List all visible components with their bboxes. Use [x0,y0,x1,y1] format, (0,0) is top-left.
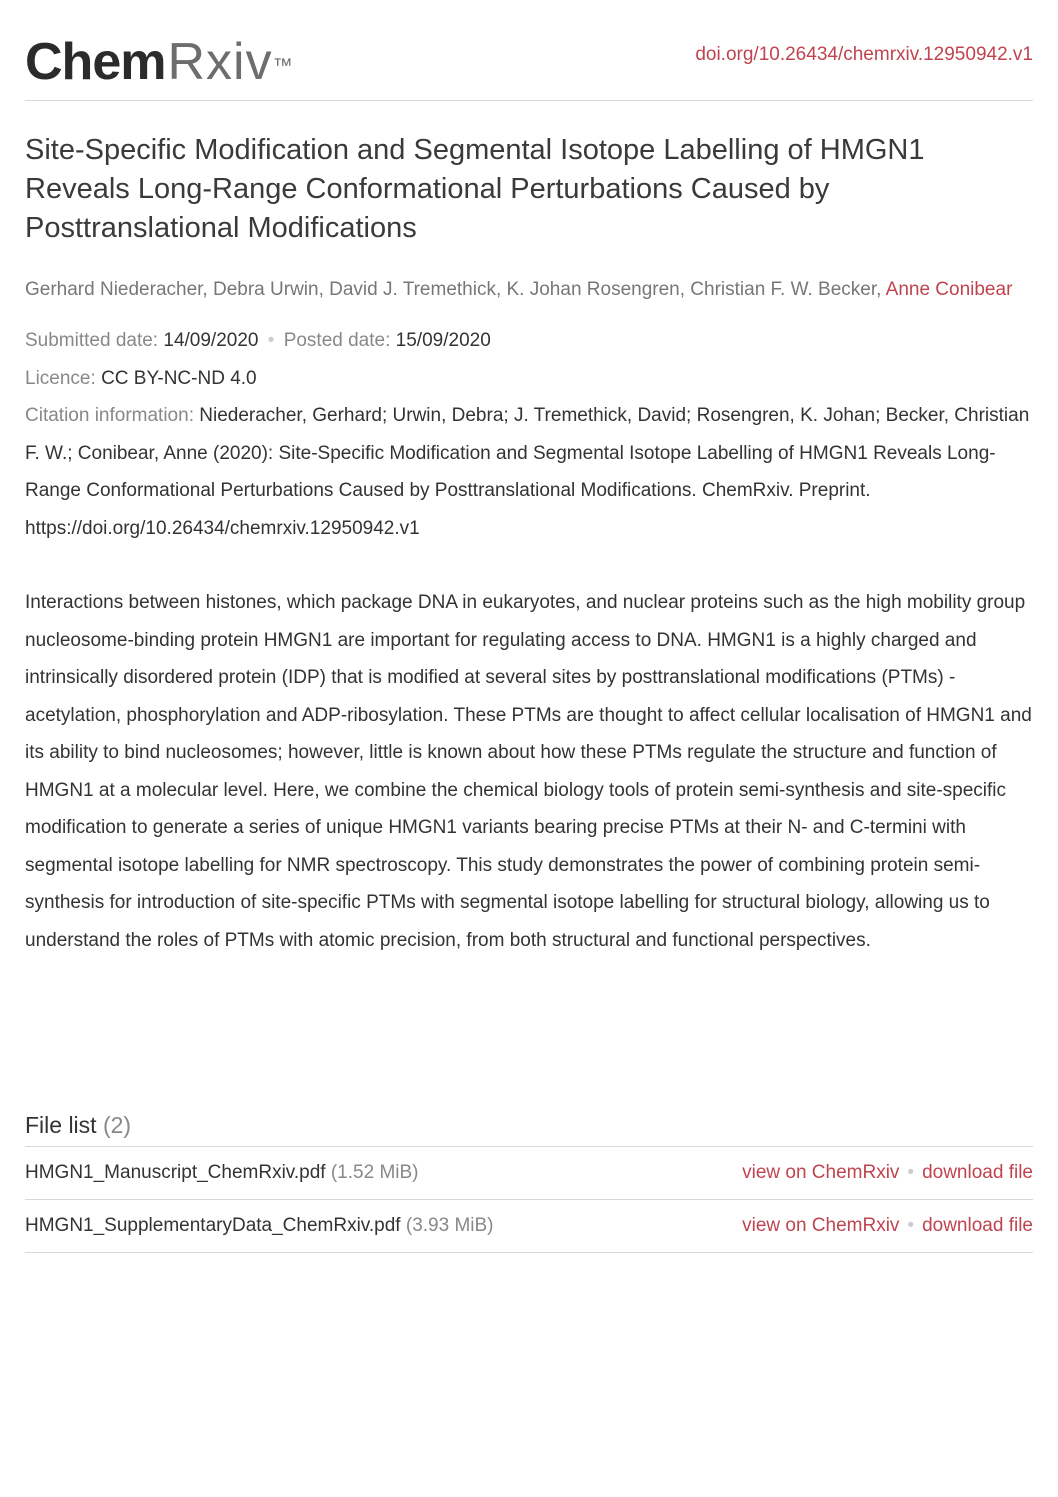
file-info [25,1147,419,1199]
chemrxiv-logo[interactable] [25,34,293,90]
logo-chem-text: Chem [25,33,166,91]
dates-separator: • [267,330,275,351]
file-row [25,1200,1033,1253]
actions-separator: • [907,1215,915,1236]
dates-line [25,322,1033,360]
header [25,0,1033,101]
author-list [25,271,1033,309]
citation-value: Niederacher, Gerhard; Urwin, Debra; J. Tremethick, David; Rosengren, K. Johan; Becker, Christian F. W.; Conibear, Anne (2020): Site-Specific Modification and Segmental Isotope Labelling of HMGN1 Reveals Long-Range Conformational Perturbations Caused by Posttranslational Modifications. ChemRxiv. Preprint. https://doi.org/10.26434/chemrxiv.12950942.v1 [25,405,1030,539]
actions-separator: • [907,1162,915,1183]
licence-label: Licence: [25,367,96,389]
licence-line [25,360,1033,398]
file-size: (1.52 MiB) [330,1162,419,1183]
doi-link[interactable]: doi.org/10.26434/chemrxiv.12950942.v1 [695,44,1033,65]
posted-date-label: Posted date: [283,330,391,351]
file-row [25,1147,1033,1200]
document-page [25,0,1033,1236]
logo-trademark: ™ [272,55,293,77]
submitted-date-value: 14/09/2020 [163,330,259,351]
file-name: HMGN1_SupplementaryData_ChemRxiv.pdf [25,1215,401,1236]
paper-title: Site-Specific Modification and Segmental Isotope Labelling of HMGN1 Reveals Long-Range Conformational Perturbations Caused by Posttranslational Modifications [25,134,925,244]
file-name: HMGN1_Manuscript_ChemRxiv.pdf [25,1162,326,1183]
file-actions [742,1147,1033,1199]
submitted-date-label: Submitted date: [25,330,159,351]
file-size: (3.93 MiB) [405,1215,494,1236]
file-actions [742,1200,1033,1252]
view-on-chemrxiv-link[interactable]: view on ChemRxiv [742,1215,900,1236]
citation-label: Citation information: [25,405,194,426]
file-info [25,1200,494,1252]
file-list [25,1106,1033,1253]
download-file-link[interactable]: download file [922,1162,1033,1183]
licence-value: CC BY-NC-ND 4.0 [101,367,257,389]
authors-plain: Gerhard Niederacher, Debra Urwin, David J. Tremethick, K. Johan Rosengren, Christian F. W. Becker, [25,279,886,300]
file-list-title: File list [25,1112,97,1138]
logo-rxiv-text: Rxiv [167,33,273,91]
view-on-chemrxiv-link[interactable]: view on ChemRxiv [742,1162,900,1183]
metadata [25,322,1033,547]
file-list-count: (2) [102,1112,132,1138]
file-list-heading [25,1106,1033,1147]
citation-block [25,397,1033,547]
abstract: Interactions between histones, which package DNA in eukaryotes, and nuclear proteins such as the high mobility group nucleosome-binding protein HMGN1 are important for regulating access to DNA. HMGN1 is a highly charged and intrinsically disordered protein (IDP) that is modified at several sites by posttranslational modifications (PTMs) - acetylation, phosphorylation and ADP-ribosylation. These PTMs are thought to affect cellular localisation of HMGN1 and its ability to bind nucleosomes; however, little is known about how these PTMs regulate the structure and function of HMGN1 at a molecular level. Here, we combine the chemical biology tools of protein semi-synthesis and site-specific modification to generate a series of unique HMGN1 variants bearing precise PTMs at their N- and C-termini with segmental isotope labelling for NMR spectroscopy. This study demonstrates the power of combining protein semi-synthesis for introduction of site-specific PTMs with segmental isotope labelling for structural biology, allowing us to understand the roles of PTMs with atomic precision, from both structural and functional perspectives. [25,592,1032,951]
download-file-link[interactable]: download file [922,1215,1033,1236]
author-link-conibear[interactable]: Anne Conibear [885,279,1013,300]
posted-date-value: 15/09/2020 [395,330,491,351]
